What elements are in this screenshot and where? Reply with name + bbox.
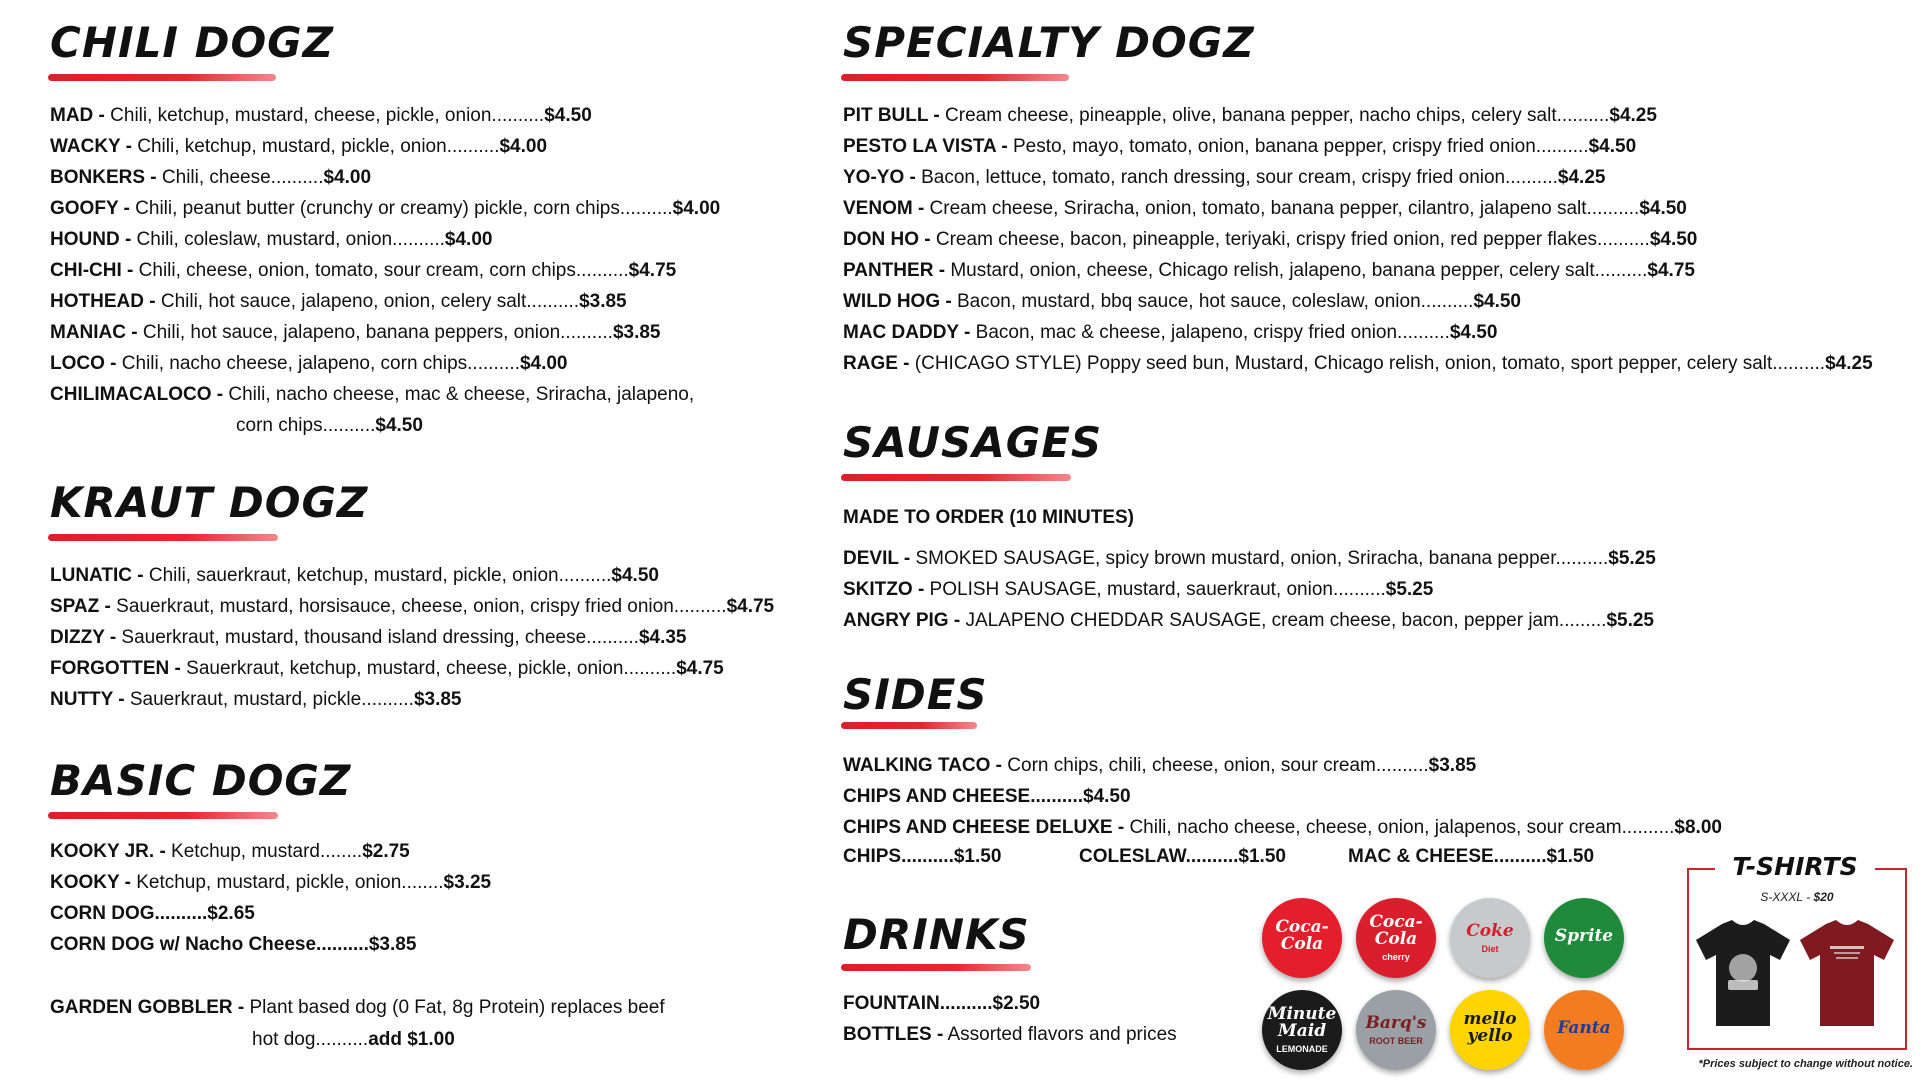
menu-item bbox=[50, 348, 720, 379]
sides-underline bbox=[841, 722, 977, 729]
minute-maid-logo-icon bbox=[1262, 990, 1342, 1070]
item-price: $4.50 bbox=[1473, 291, 1521, 312]
menu-item bbox=[50, 898, 491, 929]
item-price: $5.25 bbox=[1606, 610, 1654, 631]
item-name: HOTHEAD - bbox=[50, 291, 156, 312]
item-description: Chili, nacho cheese, jalapeno, corn chips.......... bbox=[116, 353, 520, 374]
item-price: $4.50 bbox=[544, 105, 592, 126]
menu-item bbox=[843, 255, 1873, 286]
menu-item bbox=[50, 255, 720, 286]
item-name: KOOKY - bbox=[50, 872, 131, 893]
item-name: RAGE - bbox=[843, 353, 910, 374]
item-price: $4.00 bbox=[499, 136, 548, 157]
item-description: Chili, nacho cheese, cheese, onion, jalapenos, sour cream.......... bbox=[1124, 817, 1675, 838]
chili-dogz-list bbox=[50, 100, 720, 442]
basic-underline bbox=[48, 812, 278, 819]
item-price: $4.50 bbox=[611, 565, 659, 586]
item-name: ANGRY PIG - bbox=[843, 610, 961, 631]
coca-cola-cherry-logo-icon bbox=[1356, 898, 1436, 978]
item-price: $5.25 bbox=[1608, 548, 1656, 569]
item-name: CHIPS AND CHEESE.......... bbox=[843, 786, 1084, 807]
item-description: Cream cheese, pineapple, olive, banana pepper, nacho chips, celery salt.......... bbox=[939, 105, 1610, 126]
item-description: Bacon, mac & cheese, jalapeno, crispy fried onion.......... bbox=[970, 322, 1450, 343]
item-price: $8.00 bbox=[1674, 817, 1722, 838]
menu-item bbox=[50, 317, 720, 348]
item-name: SPAZ - bbox=[50, 596, 111, 617]
item-name: CHIPS AND CHEESE DELUXE - bbox=[843, 817, 1125, 838]
item-name: MANIAC - bbox=[50, 322, 138, 343]
barqs-logo-icon bbox=[1356, 990, 1436, 1070]
item-name: WILD HOG - bbox=[843, 291, 952, 312]
item-description: Sauerkraut, mustard, thousand island dressing, cheese.......... bbox=[116, 627, 639, 648]
menu-item bbox=[50, 224, 720, 255]
item-description: (CHICAGO STYLE) Poppy seed bun, Mustard, Chicago relish, onion, tomato, sport pepper, celery salt.......... bbox=[909, 353, 1826, 374]
item-description: Sauerkraut, ketchup, mustard, cheese, pickle, onion.......... bbox=[180, 658, 677, 679]
logo-text: Fanta bbox=[1557, 1017, 1611, 1038]
item-name: GOOFY - bbox=[50, 198, 130, 219]
item-name: YO-YO - bbox=[843, 167, 916, 188]
mello-yello-logo-icon bbox=[1450, 990, 1530, 1070]
logo-subtext: cherry bbox=[1382, 952, 1410, 962]
item-price: $4.25 bbox=[1609, 105, 1657, 126]
chili-dogz-title: CHILI DOGZ bbox=[50, 18, 335, 67]
item-name: LOCO - bbox=[50, 353, 117, 374]
logo-text: Coca-Cola bbox=[1369, 912, 1423, 949]
side-chips: CHIPS..........$1.50 bbox=[843, 846, 1002, 867]
item-description-continued bbox=[50, 1023, 665, 1057]
item-price: $4.50 bbox=[1639, 198, 1687, 219]
item-description: Cream cheese, Sriracha, onion, tomato, banana pepper, cilantro, jalapeno salt.......... bbox=[924, 198, 1640, 219]
sausages-note: MADE TO ORDER (10 MINUTES) bbox=[843, 507, 1135, 528]
item-description-line2: hot dog.......... bbox=[252, 1029, 369, 1050]
item-name: NUTTY - bbox=[50, 689, 125, 710]
item-price: $5.25 bbox=[1385, 579, 1434, 600]
item-description: JALAPENO CHEDDAR SAUSAGE, cream cheese, bacon, pepper jam......... bbox=[960, 610, 1607, 631]
menu-item bbox=[843, 750, 1722, 781]
logo-subtext: LEMONADE bbox=[1276, 1044, 1328, 1054]
drinks-title: DRINKS bbox=[843, 910, 1030, 959]
tshirts-sizes: S-XXXL - $20 bbox=[1760, 890, 1834, 904]
prices-disclaimer: *Prices subject to change without notice. bbox=[1698, 1058, 1913, 1070]
basic-dogz-title: BASIC DOGZ bbox=[50, 756, 352, 805]
item-name: SKITZO - bbox=[843, 579, 925, 600]
item-description: Bacon, mustard, bbq sauce, hot sauce, coleslaw, onion.......... bbox=[951, 291, 1474, 312]
item-name: VENOM - bbox=[843, 198, 925, 219]
sides-list bbox=[843, 750, 1722, 843]
item-price: $4.50 bbox=[1649, 229, 1698, 250]
item-price: $3.85 bbox=[413, 689, 462, 710]
menu-item bbox=[843, 286, 1873, 317]
logo-text: Coca-Cola bbox=[1275, 917, 1329, 954]
item-name: WACKY - bbox=[50, 136, 132, 157]
item-price: $4.00 bbox=[672, 198, 721, 219]
item-name: DON HO - bbox=[843, 229, 931, 250]
menu-item bbox=[50, 992, 665, 1057]
logo-text: Minute Maid bbox=[1267, 1004, 1337, 1041]
item-name: MAC DADDY - bbox=[843, 322, 971, 343]
menu-item bbox=[50, 929, 491, 960]
item-name: MAD - bbox=[50, 105, 105, 126]
item-price: $2.75 bbox=[362, 841, 410, 862]
kraut-dogz-title: KRAUT DOGZ bbox=[50, 478, 369, 527]
chili-underline bbox=[48, 74, 276, 81]
item-price: $3.85 bbox=[1428, 755, 1477, 776]
drinks-list bbox=[843, 988, 1177, 1050]
item-price: $3.25 bbox=[443, 872, 492, 893]
logo-text: Sprite bbox=[1554, 925, 1614, 946]
logo-subtext: Diet bbox=[1481, 943, 1499, 954]
item-price: $4.75 bbox=[676, 658, 724, 679]
item-price: $4.35 bbox=[638, 627, 687, 648]
item-price: $4.25 bbox=[1825, 353, 1873, 374]
logo-subtext: ROOT BEER bbox=[1369, 1035, 1423, 1046]
side-coleslaw: COLESLAW..........$1.50 bbox=[1079, 846, 1286, 867]
menu-item bbox=[50, 867, 491, 898]
item-price: $4.00 bbox=[444, 229, 493, 250]
item-description: Chili, ketchup, mustard, cheese, pickle, onion.......... bbox=[104, 105, 545, 126]
black-tshirt-icon bbox=[1692, 918, 1794, 1030]
menu-item bbox=[843, 348, 1873, 379]
coca-cola-logo-icon bbox=[1262, 898, 1342, 978]
menu-item bbox=[50, 622, 774, 653]
menu-item bbox=[843, 224, 1873, 255]
item-description-continued bbox=[50, 410, 720, 442]
specialty-dogz-title: SPECIALTY DOGZ bbox=[843, 18, 1255, 67]
menu-item bbox=[50, 591, 774, 622]
item-description: Assorted flavors and prices bbox=[943, 1024, 1177, 1045]
specialty-underline bbox=[841, 74, 1069, 81]
item-price: $2.50 bbox=[992, 993, 1041, 1014]
item-name: BOTTLES - bbox=[843, 1024, 944, 1045]
item-description: SMOKED SAUSAGE, spicy brown mustard, onion, Sriracha, banana pepper.......... bbox=[910, 548, 1609, 569]
menu-item bbox=[843, 988, 1177, 1019]
item-price: add $1.00 bbox=[368, 1029, 455, 1050]
item-price: $4.75 bbox=[628, 260, 677, 281]
item-price: $4.00 bbox=[323, 167, 372, 188]
item-name: HOUND - bbox=[50, 229, 132, 250]
item-description: Corn chips, chili, cheese, onion, sour cream.......... bbox=[1002, 755, 1429, 776]
item-name: FORGOTTEN - bbox=[50, 658, 181, 679]
kraut-underline bbox=[48, 534, 278, 541]
item-description: Ketchup, mustard, pickle, onion........ bbox=[130, 872, 444, 893]
item-price: $4.50 bbox=[375, 415, 423, 436]
menu-item bbox=[50, 131, 720, 162]
menu-item bbox=[50, 836, 491, 867]
item-price: $4.50 bbox=[1449, 322, 1498, 343]
item-description: Chili, cheese.......... bbox=[156, 167, 324, 188]
item-description: Chili, hot sauce, jalapeno, onion, celery salt.......... bbox=[155, 291, 580, 312]
item-name: FOUNTAIN.......... bbox=[843, 993, 993, 1014]
item-name: WALKING TACO - bbox=[843, 755, 1003, 776]
item-description: Chili, coleslaw, mustard, onion.......... bbox=[131, 229, 445, 250]
item-description: Mustard, onion, cheese, Chicago relish, jalapeno, banana pepper, celery salt.......... bbox=[945, 260, 1648, 281]
item-description: Bacon, lettuce, tomato, ranch dressing, sour cream, crispy fried onion.......... bbox=[915, 167, 1558, 188]
menu-item bbox=[50, 684, 774, 715]
kraut-dogz-list bbox=[50, 560, 774, 715]
menu-item bbox=[843, 162, 1873, 193]
item-description: Plant based dog (0 Fat, 8g Protein) replaces beef bbox=[244, 997, 665, 1018]
item-price: $4.50 bbox=[1588, 136, 1637, 157]
logo-text: Coke bbox=[1466, 920, 1514, 941]
menu-item bbox=[50, 560, 774, 591]
fanta-logo-icon bbox=[1544, 990, 1624, 1070]
item-description: Chili, nacho cheese, mac & cheese, Sriracha, jalapeno, bbox=[223, 384, 695, 405]
menu-item bbox=[843, 193, 1873, 224]
item-description: Ketchup, mustard........ bbox=[165, 841, 363, 862]
menu-item bbox=[843, 781, 1722, 812]
item-description: Chili, sauerkraut, ketchup, mustard, pickle, onion.......... bbox=[143, 565, 612, 586]
menu-item bbox=[843, 574, 1656, 605]
item-name: CORN DOG.......... bbox=[50, 903, 208, 924]
item-price: $4.00 bbox=[519, 353, 568, 374]
menu-item bbox=[50, 286, 720, 317]
specialty-dogz-list bbox=[843, 100, 1873, 379]
item-name: LUNATIC - bbox=[50, 565, 144, 586]
item-description: Chili, cheese, onion, tomato, sour cream, corn chips.......... bbox=[133, 260, 629, 281]
logo-text: mello yello bbox=[1463, 1009, 1517, 1046]
item-description-line2: corn chips.......... bbox=[236, 415, 376, 436]
sausages-underline bbox=[841, 474, 1071, 481]
menu-item bbox=[50, 193, 720, 224]
item-description: POLISH SAUSAGE, mustard, sauerkraut, onion.......... bbox=[924, 579, 1386, 600]
item-description: Cream cheese, bacon, pineapple, teriyaki, crispy fried onion, red pepper flakes.......... bbox=[930, 229, 1650, 250]
item-price: $2.65 bbox=[207, 903, 255, 924]
red-tshirt-icon bbox=[1796, 918, 1898, 1030]
item-name: KOOKY JR. - bbox=[50, 841, 166, 862]
menu-item bbox=[843, 131, 1873, 162]
menu-item bbox=[50, 100, 720, 131]
item-description: Sauerkraut, mustard, horsisauce, cheese, onion, crispy fried onion.......... bbox=[110, 596, 727, 617]
sides-title: SIDES bbox=[843, 670, 988, 719]
item-price: $4.75 bbox=[726, 596, 775, 617]
menu-item bbox=[843, 317, 1873, 348]
tshirts-title: T-SHIRTS bbox=[1715, 852, 1875, 881]
garden-gobbler-list bbox=[50, 992, 665, 1057]
item-name: CHI-CHI - bbox=[50, 260, 134, 281]
item-description: Chili, peanut butter (crunchy or creamy) pickle, corn chips.......... bbox=[129, 198, 673, 219]
item-price: $3.85 bbox=[612, 322, 661, 343]
menu-item bbox=[50, 653, 774, 684]
item-name: CORN DOG w/ Nacho Cheese.......... bbox=[50, 934, 369, 955]
menu-item bbox=[843, 605, 1656, 636]
menu-item bbox=[843, 1019, 1177, 1050]
item-price: $4.25 bbox=[1557, 167, 1606, 188]
menu-item bbox=[50, 379, 720, 442]
item-price: $3.85 bbox=[368, 934, 417, 955]
item-name: PESTO LA VISTA - bbox=[843, 136, 1008, 157]
menu-item bbox=[843, 100, 1873, 131]
item-name: PIT BULL - bbox=[843, 105, 940, 126]
item-name: GARDEN GOBBLER - bbox=[50, 997, 245, 1018]
basic-dogz-list bbox=[50, 836, 491, 960]
item-name: CHILIMACALOCO - bbox=[50, 384, 224, 405]
item-description: Pesto, mayo, tomato, onion, banana pepper, crispy fried onion.......... bbox=[1007, 136, 1589, 157]
item-description: Sauerkraut, mustard, pickle.......... bbox=[124, 689, 414, 710]
menu-item bbox=[843, 543, 1656, 574]
item-price: $4.50 bbox=[1083, 786, 1131, 807]
menu-item bbox=[50, 162, 720, 193]
sausages-title: SAUSAGES bbox=[843, 418, 1103, 467]
diet-coke-logo-icon bbox=[1450, 898, 1530, 978]
item-name: DEVIL - bbox=[843, 548, 911, 569]
item-price: $3.85 bbox=[579, 291, 627, 312]
item-price: $4.75 bbox=[1647, 260, 1695, 281]
menu-item bbox=[843, 812, 1722, 843]
item-name: BONKERS - bbox=[50, 167, 157, 188]
item-description: Chili, ketchup, mustard, pickle, onion.......... bbox=[131, 136, 500, 157]
sausages-list bbox=[843, 543, 1656, 636]
side-mac-cheese: MAC & CHEESE..........$1.50 bbox=[1348, 846, 1595, 867]
item-name: DIZZY - bbox=[50, 627, 117, 648]
item-description: Chili, hot sauce, jalapeno, banana peppers, onion.......... bbox=[137, 322, 613, 343]
drinks-underline bbox=[841, 964, 1031, 971]
logo-text: Barq's bbox=[1365, 1012, 1427, 1033]
item-name: PANTHER - bbox=[843, 260, 946, 281]
sprite-logo-icon bbox=[1544, 898, 1624, 978]
